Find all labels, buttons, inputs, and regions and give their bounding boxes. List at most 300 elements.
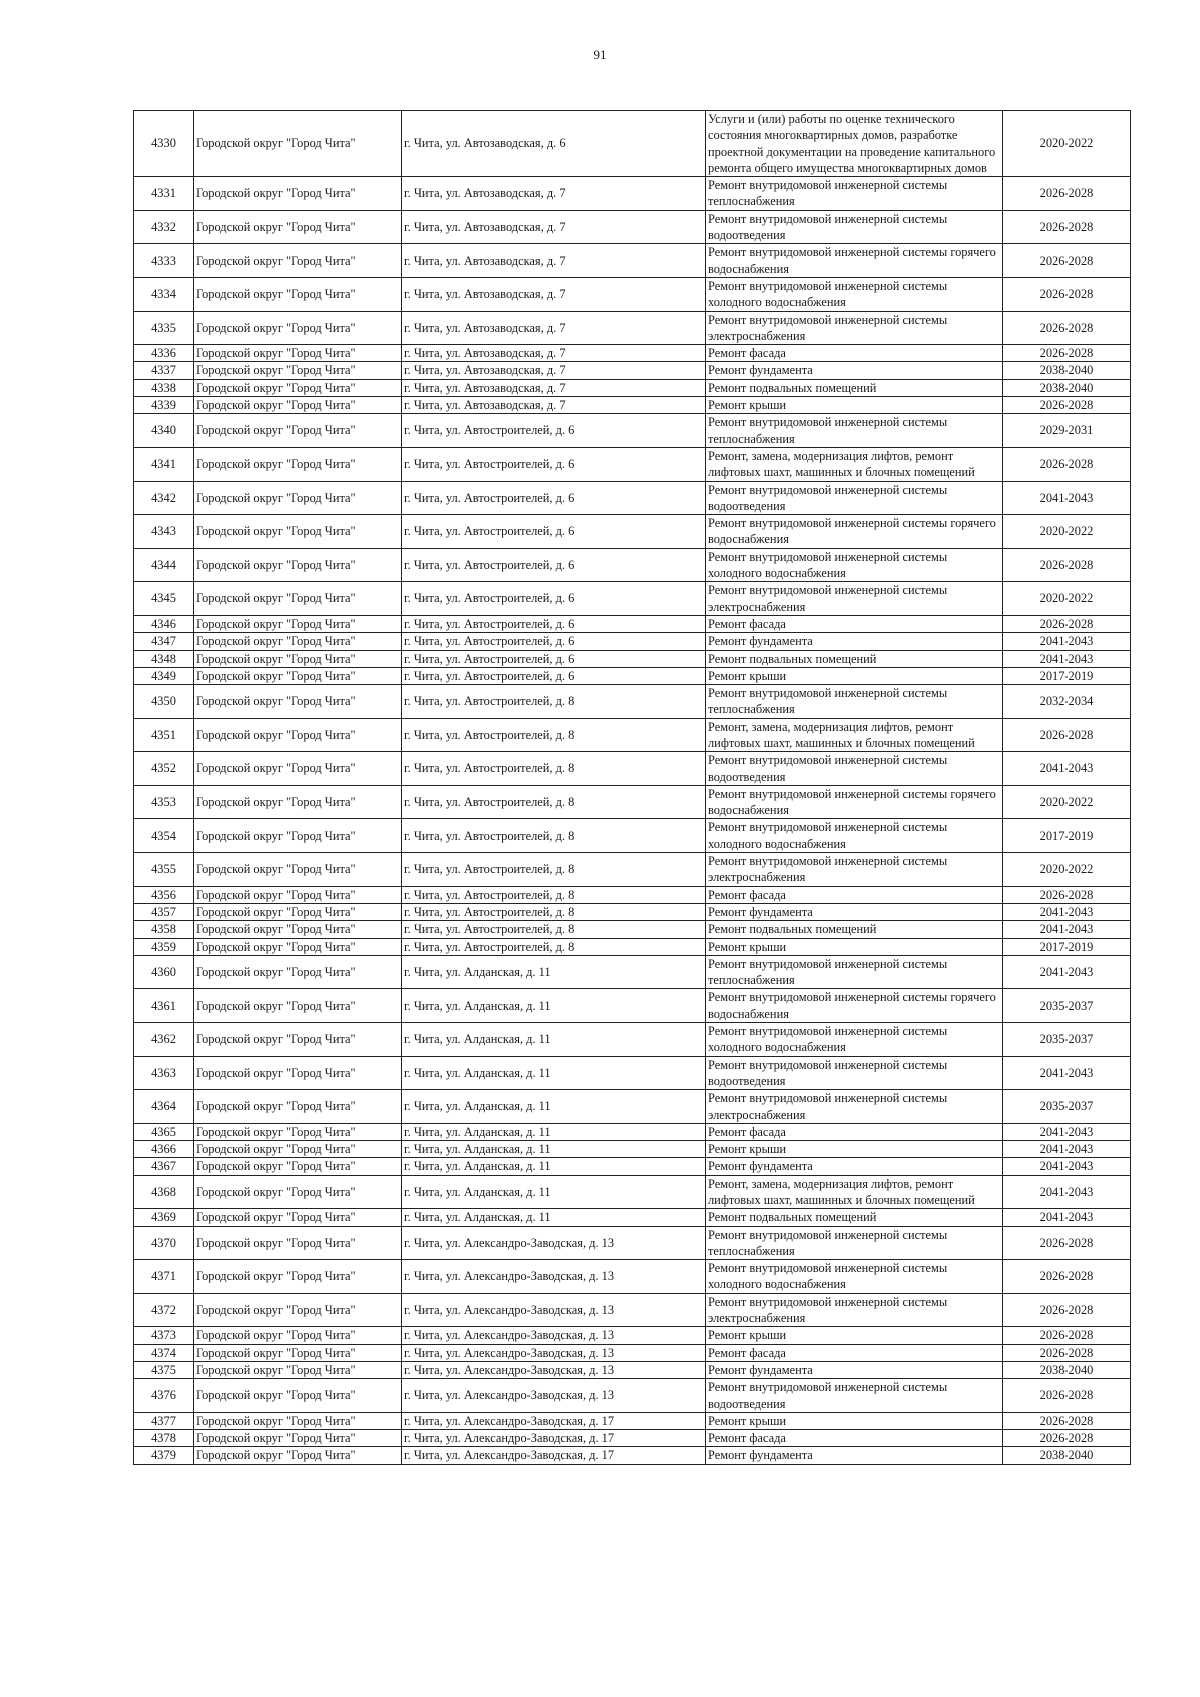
period-cell: 2032-2034 (1003, 685, 1131, 719)
period-cell: 2041-2043 (1003, 1141, 1131, 1158)
period-cell: 2041-2043 (1003, 921, 1131, 938)
address-cell: г. Чита, ул. Александро-Заводская, д. 13 (402, 1260, 706, 1294)
row-number-cell: 4358 (134, 921, 194, 938)
municipality-cell: Городской округ "Город Чита" (194, 667, 402, 684)
municipality-cell: Городской округ "Город Чита" (194, 718, 402, 752)
municipality-cell: Городской округ "Город Чита" (194, 955, 402, 989)
address-cell: г. Чита, ул. Автозаводская, д. 6 (402, 111, 706, 177)
municipality-cell: Городской округ "Город Чита" (194, 1023, 402, 1057)
period-cell: 2041-2043 (1003, 955, 1131, 989)
period-cell: 2041-2043 (1003, 633, 1131, 650)
work-type-cell: Ремонт крыши (706, 1141, 1003, 1158)
address-cell: г. Чита, ул. Алданская, д. 11 (402, 1158, 706, 1175)
work-type-cell: Ремонт внутридомовой инженерной системы холодного водоснабжения (706, 277, 1003, 311)
table-row (134, 1056, 1131, 1090)
work-type-cell: Ремонт подвальных помещений (706, 379, 1003, 396)
address-cell: г. Чита, ул. Автозаводская, д. 7 (402, 244, 706, 278)
table-row (134, 362, 1131, 379)
period-cell: 2029-2031 (1003, 414, 1131, 448)
work-type-cell: Ремонт внутридомовой инженерной системы водоотведения (706, 1379, 1003, 1413)
work-type-cell: Ремонт фасада (706, 886, 1003, 903)
row-number-cell: 4339 (134, 397, 194, 414)
municipality-cell: Городской округ "Город Чита" (194, 785, 402, 819)
work-type-cell: Ремонт внутридомовой инженерной системы электроснабжения (706, 582, 1003, 616)
address-cell: г. Чита, ул. Алданская, д. 11 (402, 1056, 706, 1090)
period-cell: 2041-2043 (1003, 1158, 1131, 1175)
period-cell: 2020-2022 (1003, 515, 1131, 549)
row-number-cell: 4362 (134, 1023, 194, 1057)
work-type-cell: Ремонт, замена, модернизация лифтов, ремонт лифтовых шахт, машинных и блочных помещений (706, 447, 1003, 481)
period-cell: 2041-2043 (1003, 903, 1131, 920)
row-number-cell: 4366 (134, 1141, 194, 1158)
table-row (134, 955, 1131, 989)
work-type-cell: Ремонт внутридомовой инженерной системы водоотведения (706, 210, 1003, 244)
address-cell: г. Чита, ул. Автостроителей, д. 8 (402, 853, 706, 887)
period-cell: 2017-2019 (1003, 667, 1131, 684)
work-type-cell: Ремонт внутридомовой инженерной системы горячего водоснабжения (706, 785, 1003, 819)
table-row (134, 1141, 1131, 1158)
table-row (134, 397, 1131, 414)
table-row (134, 1379, 1131, 1413)
address-cell: г. Чита, ул. Александро-Заводская, д. 13 (402, 1327, 706, 1344)
row-number-cell: 4357 (134, 903, 194, 920)
municipality-cell: Городской округ "Город Чита" (194, 414, 402, 448)
period-cell: 2026-2028 (1003, 277, 1131, 311)
address-cell: г. Чита, ул. Александро-Заводская, д. 13 (402, 1293, 706, 1327)
period-cell: 2026-2028 (1003, 548, 1131, 582)
table-row (134, 1158, 1131, 1175)
work-type-cell: Ремонт внутридомовой инженерной системы электроснабжения (706, 1293, 1003, 1327)
work-type-cell: Ремонт внутридомовой инженерной системы холодного водоснабжения (706, 1023, 1003, 1057)
address-cell: г. Чита, ул. Автозаводская, д. 7 (402, 379, 706, 396)
address-cell: г. Чита, ул. Автозаводская, д. 7 (402, 277, 706, 311)
municipality-cell: Городской округ "Город Чита" (194, 1412, 402, 1429)
table-row (134, 1090, 1131, 1124)
row-number-cell: 4377 (134, 1412, 194, 1429)
table-row (134, 938, 1131, 955)
work-type-cell: Ремонт внутридомовой инженерной системы холодного водоснабжения (706, 1260, 1003, 1294)
work-type-cell: Ремонт внутридомовой инженерной системы теплоснабжения (706, 177, 1003, 211)
address-cell: г. Чита, ул. Алданская, д. 11 (402, 1123, 706, 1140)
period-cell: 2026-2028 (1003, 1226, 1131, 1260)
table-row (134, 1226, 1131, 1260)
municipality-cell: Городской округ "Город Чита" (194, 582, 402, 616)
work-type-cell: Ремонт внутридомовой инженерной системы горячего водоснабжения (706, 989, 1003, 1023)
table-row (134, 921, 1131, 938)
repair-schedule-table (133, 110, 1131, 1465)
table-row (134, 886, 1131, 903)
municipality-cell: Городской округ "Город Чита" (194, 277, 402, 311)
row-number-cell: 4332 (134, 210, 194, 244)
work-type-cell: Ремонт внутридомовой инженерной системы теплоснабжения (706, 955, 1003, 989)
work-type-cell: Ремонт внутридомовой инженерной системы электроснабжения (706, 853, 1003, 887)
municipality-cell: Городской округ "Город Чита" (194, 1447, 402, 1464)
period-cell: 2026-2028 (1003, 311, 1131, 345)
table-row (134, 819, 1131, 853)
period-cell: 2026-2028 (1003, 1327, 1131, 1344)
table-row (134, 582, 1131, 616)
address-cell: г. Чита, ул. Автостроителей, д. 6 (402, 650, 706, 667)
row-number-cell: 4333 (134, 244, 194, 278)
row-number-cell: 4367 (134, 1158, 194, 1175)
period-cell: 2017-2019 (1003, 938, 1131, 955)
work-type-cell: Ремонт фундамента (706, 1158, 1003, 1175)
municipality-cell: Городской округ "Город Чита" (194, 111, 402, 177)
row-number-cell: 4334 (134, 277, 194, 311)
row-number-cell: 4347 (134, 633, 194, 650)
row-number-cell: 4372 (134, 1293, 194, 1327)
table-row (134, 177, 1131, 211)
address-cell: г. Чита, ул. Автозаводская, д. 7 (402, 397, 706, 414)
address-cell: г. Чита, ул. Александро-Заводская, д. 17 (402, 1430, 706, 1447)
work-type-cell: Ремонт крыши (706, 1327, 1003, 1344)
period-cell: 2026-2028 (1003, 615, 1131, 632)
table-row (134, 785, 1131, 819)
address-cell: г. Чита, ул. Александро-Заводская, д. 13 (402, 1226, 706, 1260)
table-row (134, 853, 1131, 887)
municipality-cell: Городской округ "Город Чита" (194, 650, 402, 667)
work-type-cell: Ремонт крыши (706, 397, 1003, 414)
table-row (134, 379, 1131, 396)
work-type-cell: Ремонт внутридомовой инженерной системы водоотведения (706, 481, 1003, 515)
row-number-cell: 4350 (134, 685, 194, 719)
row-number-cell: 4353 (134, 785, 194, 819)
period-cell: 2038-2040 (1003, 379, 1131, 396)
row-number-cell: 4374 (134, 1344, 194, 1361)
municipality-cell: Городской округ "Город Чита" (194, 903, 402, 920)
period-cell: 2026-2028 (1003, 210, 1131, 244)
municipality-cell: Городской округ "Город Чита" (194, 886, 402, 903)
address-cell: г. Чита, ул. Автостроителей, д. 6 (402, 615, 706, 632)
work-type-cell: Услуги и (или) работы по оценке технического состояния многоквартирных домов, разработке проектной документации на проведение капитального ремонта общего имущества многоквартирных домов (706, 111, 1003, 177)
row-number-cell: 4338 (134, 379, 194, 396)
address-cell: г. Чита, ул. Алданская, д. 11 (402, 1209, 706, 1226)
municipality-cell: Городской округ "Город Чита" (194, 447, 402, 481)
municipality-cell: Городской округ "Город Чита" (194, 921, 402, 938)
row-number-cell: 4342 (134, 481, 194, 515)
municipality-cell: Городской округ "Город Чита" (194, 548, 402, 582)
work-type-cell: Ремонт внутридомовой инженерной системы электроснабжения (706, 1090, 1003, 1124)
table-row (134, 1293, 1131, 1327)
work-type-cell: Ремонт фундамента (706, 1447, 1003, 1464)
period-cell: 2026-2028 (1003, 1293, 1131, 1327)
work-type-cell: Ремонт внутридомовой инженерной системы теплоснабжения (706, 414, 1003, 448)
address-cell: г. Чита, ул. Автостроителей, д. 8 (402, 819, 706, 853)
period-cell: 2026-2028 (1003, 244, 1131, 278)
period-cell: 2035-2037 (1003, 1023, 1131, 1057)
municipality-cell: Городской округ "Город Чита" (194, 1344, 402, 1361)
period-cell: 2026-2028 (1003, 1379, 1131, 1413)
table-row (134, 1209, 1131, 1226)
address-cell: г. Чита, ул. Алданская, д. 11 (402, 955, 706, 989)
work-type-cell: Ремонт подвальных помещений (706, 1209, 1003, 1226)
municipality-cell: Городской округ "Город Чита" (194, 938, 402, 955)
row-number-cell: 4330 (134, 111, 194, 177)
address-cell: г. Чита, ул. Автозаводская, д. 7 (402, 311, 706, 345)
municipality-cell: Городской округ "Город Чита" (194, 685, 402, 719)
period-cell: 2041-2043 (1003, 1056, 1131, 1090)
row-number-cell: 4352 (134, 752, 194, 786)
period-cell: 2026-2028 (1003, 397, 1131, 414)
table-row (134, 1344, 1131, 1361)
work-type-cell: Ремонт, замена, модернизация лифтов, ремонт лифтовых шахт, машинных и блочных помещений (706, 718, 1003, 752)
municipality-cell: Городской округ "Город Чита" (194, 1361, 402, 1378)
municipality-cell: Городской округ "Город Чита" (194, 819, 402, 853)
work-type-cell: Ремонт фундамента (706, 362, 1003, 379)
address-cell: г. Чита, ул. Алданская, д. 11 (402, 1141, 706, 1158)
municipality-cell: Городской округ "Город Чита" (194, 379, 402, 396)
work-type-cell: Ремонт фасада (706, 1344, 1003, 1361)
work-type-cell: Ремонт внутридомовой инженерной системы теплоснабжения (706, 1226, 1003, 1260)
table-row (134, 1430, 1131, 1447)
row-number-cell: 4336 (134, 345, 194, 362)
table-row (134, 989, 1131, 1023)
municipality-cell: Городской округ "Город Чита" (194, 515, 402, 549)
period-cell: 2041-2043 (1003, 752, 1131, 786)
address-cell: г. Чита, ул. Автостроителей, д. 6 (402, 582, 706, 616)
address-cell: г. Чита, ул. Автостроителей, д. 6 (402, 667, 706, 684)
row-number-cell: 4375 (134, 1361, 194, 1378)
municipality-cell: Городской округ "Город Чита" (194, 1056, 402, 1090)
row-number-cell: 4364 (134, 1090, 194, 1124)
period-cell: 2035-2037 (1003, 989, 1131, 1023)
row-number-cell: 4335 (134, 311, 194, 345)
table-row (134, 548, 1131, 582)
period-cell: 2026-2028 (1003, 345, 1131, 362)
row-number-cell: 4379 (134, 1447, 194, 1464)
work-type-cell: Ремонт, замена, модернизация лифтов, ремонт лифтовых шахт, машинных и блочных помещений (706, 1175, 1003, 1209)
row-number-cell: 4351 (134, 718, 194, 752)
work-type-cell: Ремонт фасада (706, 1430, 1003, 1447)
row-number-cell: 4349 (134, 667, 194, 684)
address-cell: г. Чита, ул. Алданская, д. 11 (402, 989, 706, 1023)
work-type-cell: Ремонт подвальных помещений (706, 650, 1003, 667)
period-cell: 2020-2022 (1003, 853, 1131, 887)
row-number-cell: 4345 (134, 582, 194, 616)
row-number-cell: 4341 (134, 447, 194, 481)
period-cell: 2038-2040 (1003, 1447, 1131, 1464)
work-type-cell: Ремонт фасада (706, 345, 1003, 362)
table-row (134, 667, 1131, 684)
period-cell: 2041-2043 (1003, 1123, 1131, 1140)
municipality-cell: Городской округ "Город Чита" (194, 1430, 402, 1447)
table-row (134, 515, 1131, 549)
table-row (134, 210, 1131, 244)
row-number-cell: 4343 (134, 515, 194, 549)
period-cell: 2026-2028 (1003, 886, 1131, 903)
row-number-cell: 4340 (134, 414, 194, 448)
table-row (134, 633, 1131, 650)
work-type-cell: Ремонт подвальных помещений (706, 921, 1003, 938)
row-number-cell: 4360 (134, 955, 194, 989)
address-cell: г. Чита, ул. Автостроителей, д. 6 (402, 414, 706, 448)
row-number-cell: 4378 (134, 1430, 194, 1447)
row-number-cell: 4337 (134, 362, 194, 379)
municipality-cell: Городской округ "Город Чита" (194, 210, 402, 244)
municipality-cell: Городской округ "Город Чита" (194, 1209, 402, 1226)
table-row (134, 311, 1131, 345)
address-cell: г. Чита, ул. Автозаводская, д. 7 (402, 210, 706, 244)
address-cell: г. Чита, ул. Автозаводская, д. 7 (402, 177, 706, 211)
row-number-cell: 4369 (134, 1209, 194, 1226)
row-number-cell: 4355 (134, 853, 194, 887)
municipality-cell: Городской округ "Город Чита" (194, 853, 402, 887)
row-number-cell: 4348 (134, 650, 194, 667)
period-cell: 2020-2022 (1003, 582, 1131, 616)
municipality-cell: Городской округ "Город Чита" (194, 311, 402, 345)
municipality-cell: Городской округ "Город Чита" (194, 244, 402, 278)
period-cell: 2026-2028 (1003, 718, 1131, 752)
address-cell: г. Чита, ул. Алданская, д. 11 (402, 1175, 706, 1209)
row-number-cell: 4368 (134, 1175, 194, 1209)
table-row (134, 903, 1131, 920)
row-number-cell: 4346 (134, 615, 194, 632)
municipality-cell: Городской округ "Город Чита" (194, 397, 402, 414)
table-row (134, 718, 1131, 752)
table-row (134, 1327, 1131, 1344)
address-cell: г. Чита, ул. Автозаводская, д. 7 (402, 362, 706, 379)
municipality-cell: Городской округ "Город Чита" (194, 1090, 402, 1124)
address-cell: г. Чита, ул. Автостроителей, д. 6 (402, 548, 706, 582)
address-cell: г. Чита, ул. Александро-Заводская, д. 13 (402, 1361, 706, 1378)
row-number-cell: 4356 (134, 886, 194, 903)
address-cell: г. Чита, ул. Автостроителей, д. 8 (402, 903, 706, 920)
work-type-cell: Ремонт внутридомовой инженерной системы электроснабжения (706, 311, 1003, 345)
municipality-cell: Городской округ "Город Чита" (194, 177, 402, 211)
period-cell: 2041-2043 (1003, 1209, 1131, 1226)
table-row (134, 1023, 1131, 1057)
row-number-cell: 4365 (134, 1123, 194, 1140)
row-number-cell: 4344 (134, 548, 194, 582)
table-body (134, 111, 1131, 1465)
address-cell: г. Чита, ул. Автостроителей, д. 8 (402, 921, 706, 938)
address-cell: г. Чита, ул. Алданская, д. 11 (402, 1090, 706, 1124)
work-type-cell: Ремонт внутридомовой инженерной системы водоотведения (706, 1056, 1003, 1090)
period-cell: 2041-2043 (1003, 481, 1131, 515)
address-cell: г. Чита, ул. Александро-Заводская, д. 17 (402, 1412, 706, 1429)
table-row (134, 1447, 1131, 1464)
address-cell: г. Чита, ул. Автостроителей, д. 8 (402, 752, 706, 786)
period-cell: 2026-2028 (1003, 177, 1131, 211)
table-row (134, 481, 1131, 515)
municipality-cell: Городской округ "Город Чита" (194, 1141, 402, 1158)
municipality-cell: Городской округ "Город Чита" (194, 752, 402, 786)
page-number: 91 (593, 47, 607, 62)
municipality-cell: Городской округ "Город Чита" (194, 481, 402, 515)
table-row (134, 414, 1131, 448)
row-number-cell: 4370 (134, 1226, 194, 1260)
work-type-cell: Ремонт внутридомовой инженерной системы горячего водоснабжения (706, 515, 1003, 549)
row-number-cell: 4371 (134, 1260, 194, 1294)
table-row (134, 752, 1131, 786)
period-cell: 2038-2040 (1003, 1361, 1131, 1378)
period-cell: 2026-2028 (1003, 1260, 1131, 1294)
period-cell: 2020-2022 (1003, 785, 1131, 819)
work-type-cell: Ремонт внутридомовой инженерной системы водоотведения (706, 752, 1003, 786)
work-type-cell: Ремонт фундамента (706, 903, 1003, 920)
table-row (134, 447, 1131, 481)
period-cell: 2017-2019 (1003, 819, 1131, 853)
table-row (134, 1412, 1131, 1429)
table-row (134, 244, 1131, 278)
row-number-cell: 4354 (134, 819, 194, 853)
municipality-cell: Городской округ "Город Чита" (194, 1226, 402, 1260)
period-cell: 2035-2037 (1003, 1090, 1131, 1124)
address-cell: г. Чита, ул. Александро-Заводская, д. 17 (402, 1447, 706, 1464)
municipality-cell: Городской округ "Город Чита" (194, 615, 402, 632)
address-cell: г. Чита, ул. Автостроителей, д. 6 (402, 481, 706, 515)
municipality-cell: Городской округ "Город Чита" (194, 1123, 402, 1140)
work-type-cell: Ремонт фасада (706, 615, 1003, 632)
work-type-cell: Ремонт фундамента (706, 1361, 1003, 1378)
municipality-cell: Городской округ "Город Чита" (194, 1260, 402, 1294)
table-row (134, 277, 1131, 311)
work-type-cell: Ремонт крыши (706, 1412, 1003, 1429)
address-cell: г. Чита, ул. Автостроителей, д. 6 (402, 515, 706, 549)
period-cell: 2026-2028 (1003, 1430, 1131, 1447)
address-cell: г. Чита, ул. Александро-Заводская, д. 13 (402, 1379, 706, 1413)
municipality-cell: Городской округ "Город Чита" (194, 1327, 402, 1344)
table-row (134, 1175, 1131, 1209)
table-row (134, 345, 1131, 362)
work-type-cell: Ремонт крыши (706, 667, 1003, 684)
table-row (134, 111, 1131, 177)
address-cell: г. Чита, ул. Автостроителей, д. 8 (402, 718, 706, 752)
address-cell: г. Чита, ул. Автостроителей, д. 6 (402, 633, 706, 650)
address-cell: г. Чита, ул. Автостроителей, д. 8 (402, 938, 706, 955)
row-number-cell: 4363 (134, 1056, 194, 1090)
period-cell: 2041-2043 (1003, 1175, 1131, 1209)
address-cell: г. Чита, ул. Автостроителей, д. 8 (402, 785, 706, 819)
work-type-cell: Ремонт внутридомовой инженерной системы холодного водоснабжения (706, 819, 1003, 853)
table-row (134, 615, 1131, 632)
municipality-cell: Городской округ "Город Чита" (194, 362, 402, 379)
work-type-cell: Ремонт фасада (706, 1123, 1003, 1140)
work-type-cell: Ремонт внутридомовой инженерной системы холодного водоснабжения (706, 548, 1003, 582)
municipality-cell: Городской округ "Город Чита" (194, 1379, 402, 1413)
row-number-cell: 4361 (134, 989, 194, 1023)
work-type-cell: Ремонт крыши (706, 938, 1003, 955)
address-cell: г. Чита, ул. Автозаводская, д. 7 (402, 345, 706, 362)
municipality-cell: Городской округ "Город Чита" (194, 1158, 402, 1175)
municipality-cell: Городской округ "Город Чита" (194, 989, 402, 1023)
address-cell: г. Чита, ул. Алданская, д. 11 (402, 1023, 706, 1057)
table-row (134, 685, 1131, 719)
work-type-cell: Ремонт внутридомовой инженерной системы теплоснабжения (706, 685, 1003, 719)
municipality-cell: Городской округ "Город Чита" (194, 1293, 402, 1327)
row-number-cell: 4359 (134, 938, 194, 955)
municipality-cell: Городской округ "Город Чита" (194, 345, 402, 362)
row-number-cell: 4331 (134, 177, 194, 211)
table-row (134, 1123, 1131, 1140)
address-cell: г. Чита, ул. Автостроителей, д. 6 (402, 447, 706, 481)
municipality-cell: Городской округ "Город Чита" (194, 1175, 402, 1209)
period-cell: 2026-2028 (1003, 1344, 1131, 1361)
table-row (134, 650, 1131, 667)
address-cell: г. Чита, ул. Автостроителей, д. 8 (402, 886, 706, 903)
period-cell: 2020-2022 (1003, 111, 1131, 177)
table-row (134, 1361, 1131, 1378)
row-number-cell: 4376 (134, 1379, 194, 1413)
table-row (134, 1260, 1131, 1294)
period-cell: 2026-2028 (1003, 447, 1131, 481)
period-cell: 2026-2028 (1003, 1412, 1131, 1429)
row-number-cell: 4373 (134, 1327, 194, 1344)
work-type-cell: Ремонт фундамента (706, 633, 1003, 650)
address-cell: г. Чита, ул. Автостроителей, д. 8 (402, 685, 706, 719)
address-cell: г. Чита, ул. Александро-Заводская, д. 13 (402, 1344, 706, 1361)
period-cell: 2038-2040 (1003, 362, 1131, 379)
